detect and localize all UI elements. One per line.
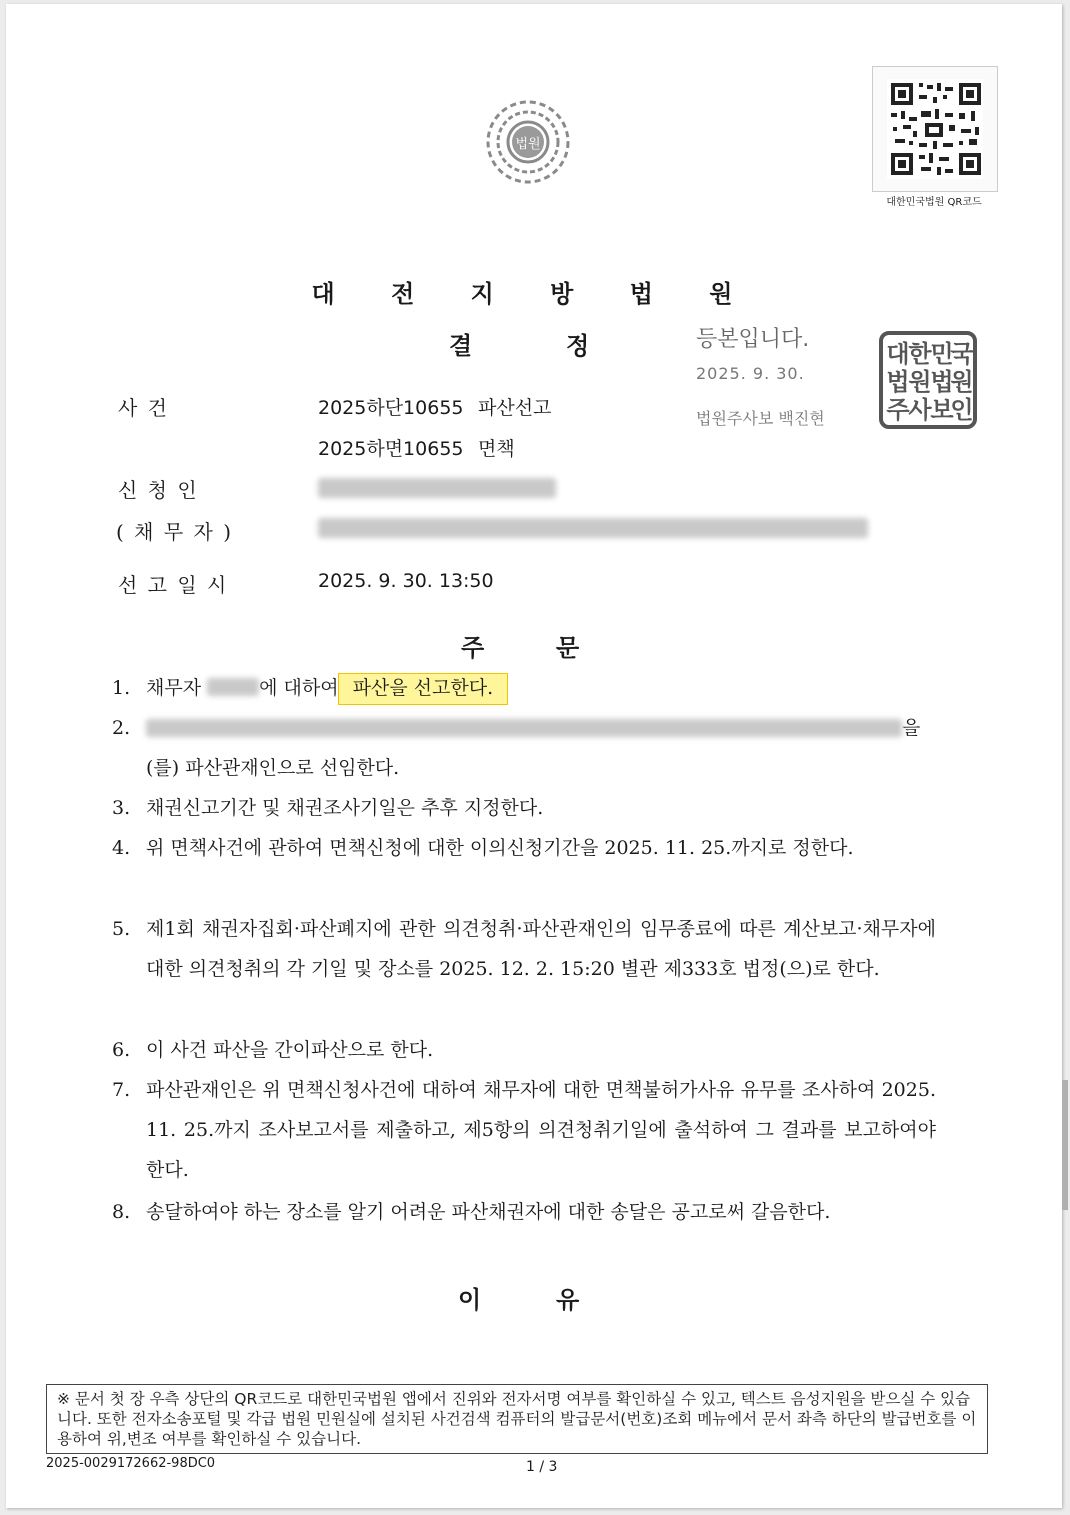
item-text: 제1회 채권자집회·파산폐지에 관한 의견청취·파산관재인의 임무종료에 따른 계산보고·채무자에 대한 의견청취의 각 기일 및 장소를 2025. 12. 2. 15:20 별관 제333호 법정(으)로 한다. — [146, 918, 936, 980]
issue-number: 2025-0029172662-98DC0 — [46, 1456, 216, 1471]
qr-code-icon — [873, 67, 997, 191]
case-number-2: 2025하면10655 — [318, 438, 464, 460]
item-text: 파산관재인은 위 면책신청사건에 대하여 채무자에 대한 면책불허가사유 유무를 조사하여 2025. 11. 25.까지 조사보고서를 제출하고, 제5항의 의견청취기일에 출석하여 그 결과를 보고하여야 한다. — [146, 1079, 936, 1181]
svg-text:법: 법 — [886, 368, 910, 396]
item-text: 에 대하여 — [259, 677, 339, 699]
svg-text:법: 법 — [930, 368, 954, 396]
order-heading-char-2: 문 — [556, 633, 580, 662]
debtor-label: ( 채 무 자 ) — [116, 520, 233, 544]
court-name: 대 전 지 방 법 원 — [311, 279, 757, 308]
item-number: 2. — [112, 717, 131, 739]
document-page — [6, 4, 1062, 1508]
copy-stamp-clerk: 법원주사보 백진현 — [696, 409, 825, 428]
redacted-applicant-name — [318, 478, 556, 498]
scan-edge-shadow — [1062, 1080, 1068, 1210]
order-item-6 — [112, 1030, 936, 1070]
svg-text:주: 주 — [886, 396, 910, 424]
item-number: 3. — [112, 797, 131, 819]
court-emblem-icon — [476, 92, 580, 192]
qr-caption: 대한민국법원 QR코드 — [886, 197, 982, 208]
svg-text:원: 원 — [908, 368, 932, 396]
doc-type-char-2: 정 — [566, 331, 590, 360]
item-text: 을 — [902, 717, 921, 739]
case-type-1: 파산선고 — [478, 397, 552, 419]
verification-notice: ※ 문서 첫 장 우측 상단의 QR코드로 대한민국법원 앱에서 진위와 전자서명 여부를 확인하실 수 있고, 텍스트 음성지원을 받으실 수 있습니다. 또한 전자소송포털 및 각급 법원 민원실에 설치된 사건검색 컴퓨터의 발급문서(번호)조회 메뉴에서 문서 좌측 하단의 발급번호를 이용하여 위,변조 여부를 확인하실 수 있습니다. — [46, 1384, 988, 1454]
item-number: 6. — [112, 1039, 131, 1061]
order-item-4 — [112, 828, 936, 908]
item-text: 채권신고기간 및 채권조사기일은 추후 지정한다. — [146, 797, 544, 819]
item-text: 위 면책사건에 관하여 면책신청에 대한 이의신청기간을 2025. 11. 25.까지로 정한다. — [146, 837, 854, 859]
svg-text:국: 국 — [950, 340, 974, 368]
order-item-7 — [112, 1070, 936, 1190]
order-item-3 — [112, 788, 936, 828]
item-number: 7. — [112, 1079, 131, 1101]
decision-datetime: 2025. 9. 30. 13:50 — [318, 570, 494, 592]
svg-text:인: 인 — [950, 396, 974, 424]
highlighted-text: 파산을 선고한다. — [339, 674, 508, 704]
svg-text:법원: 법원 — [515, 137, 541, 152]
svg-text:사: 사 — [908, 396, 932, 424]
item-text: 송달하여야 하는 장소를 알기 어려운 파산채권자에 대한 송달은 공고로써 갈음한다. — [146, 1201, 831, 1223]
reason-heading-char-2: 유 — [556, 1285, 580, 1314]
order-item-2 — [112, 708, 936, 788]
page-number: 1 / 3 — [526, 1459, 558, 1475]
item-number: 4. — [112, 837, 131, 859]
item-text: (를) 파산관재인으로 선임한다. — [146, 757, 400, 779]
item-text: 채무자 — [146, 677, 202, 699]
svg-text:원: 원 — [950, 368, 974, 396]
svg-text:대: 대 — [886, 340, 910, 368]
svg-text:보: 보 — [930, 396, 954, 424]
item-text: 이 사건 파산을 간이파산으로 한다. — [146, 1039, 434, 1061]
svg-text:한: 한 — [908, 340, 932, 368]
qr-code[interactable] — [872, 66, 998, 192]
svg-text:민: 민 — [930, 340, 954, 368]
applicant-label: 신 청 인 — [118, 478, 199, 502]
item-number: 1. — [112, 677, 131, 699]
copy-stamp-date: 2025. 9. 30. — [696, 364, 805, 383]
order-item-1 — [112, 668, 936, 708]
order-item-8 — [112, 1192, 936, 1232]
doc-type-char-1: 결 — [449, 331, 473, 360]
item-number: 5. — [112, 918, 131, 940]
case-label: 사 건 — [118, 396, 169, 420]
order-heading-char-1: 주 — [461, 633, 485, 662]
copy-stamp-text: 등본입니다. — [696, 327, 810, 352]
order-item-5 — [112, 909, 936, 1029]
case-number-1: 2025하단10655 — [318, 397, 464, 419]
official-seal-icon — [878, 330, 978, 430]
case-type-2: 면책 — [478, 438, 515, 460]
redacted-debtor-address — [318, 518, 868, 538]
item-number: 8. — [112, 1201, 131, 1223]
date-label: 선 고 일 시 — [118, 573, 229, 597]
redacted-trustee-info — [146, 719, 902, 737]
redacted-debtor-name — [207, 678, 259, 696]
reason-heading-char-1: 이 — [458, 1285, 482, 1314]
